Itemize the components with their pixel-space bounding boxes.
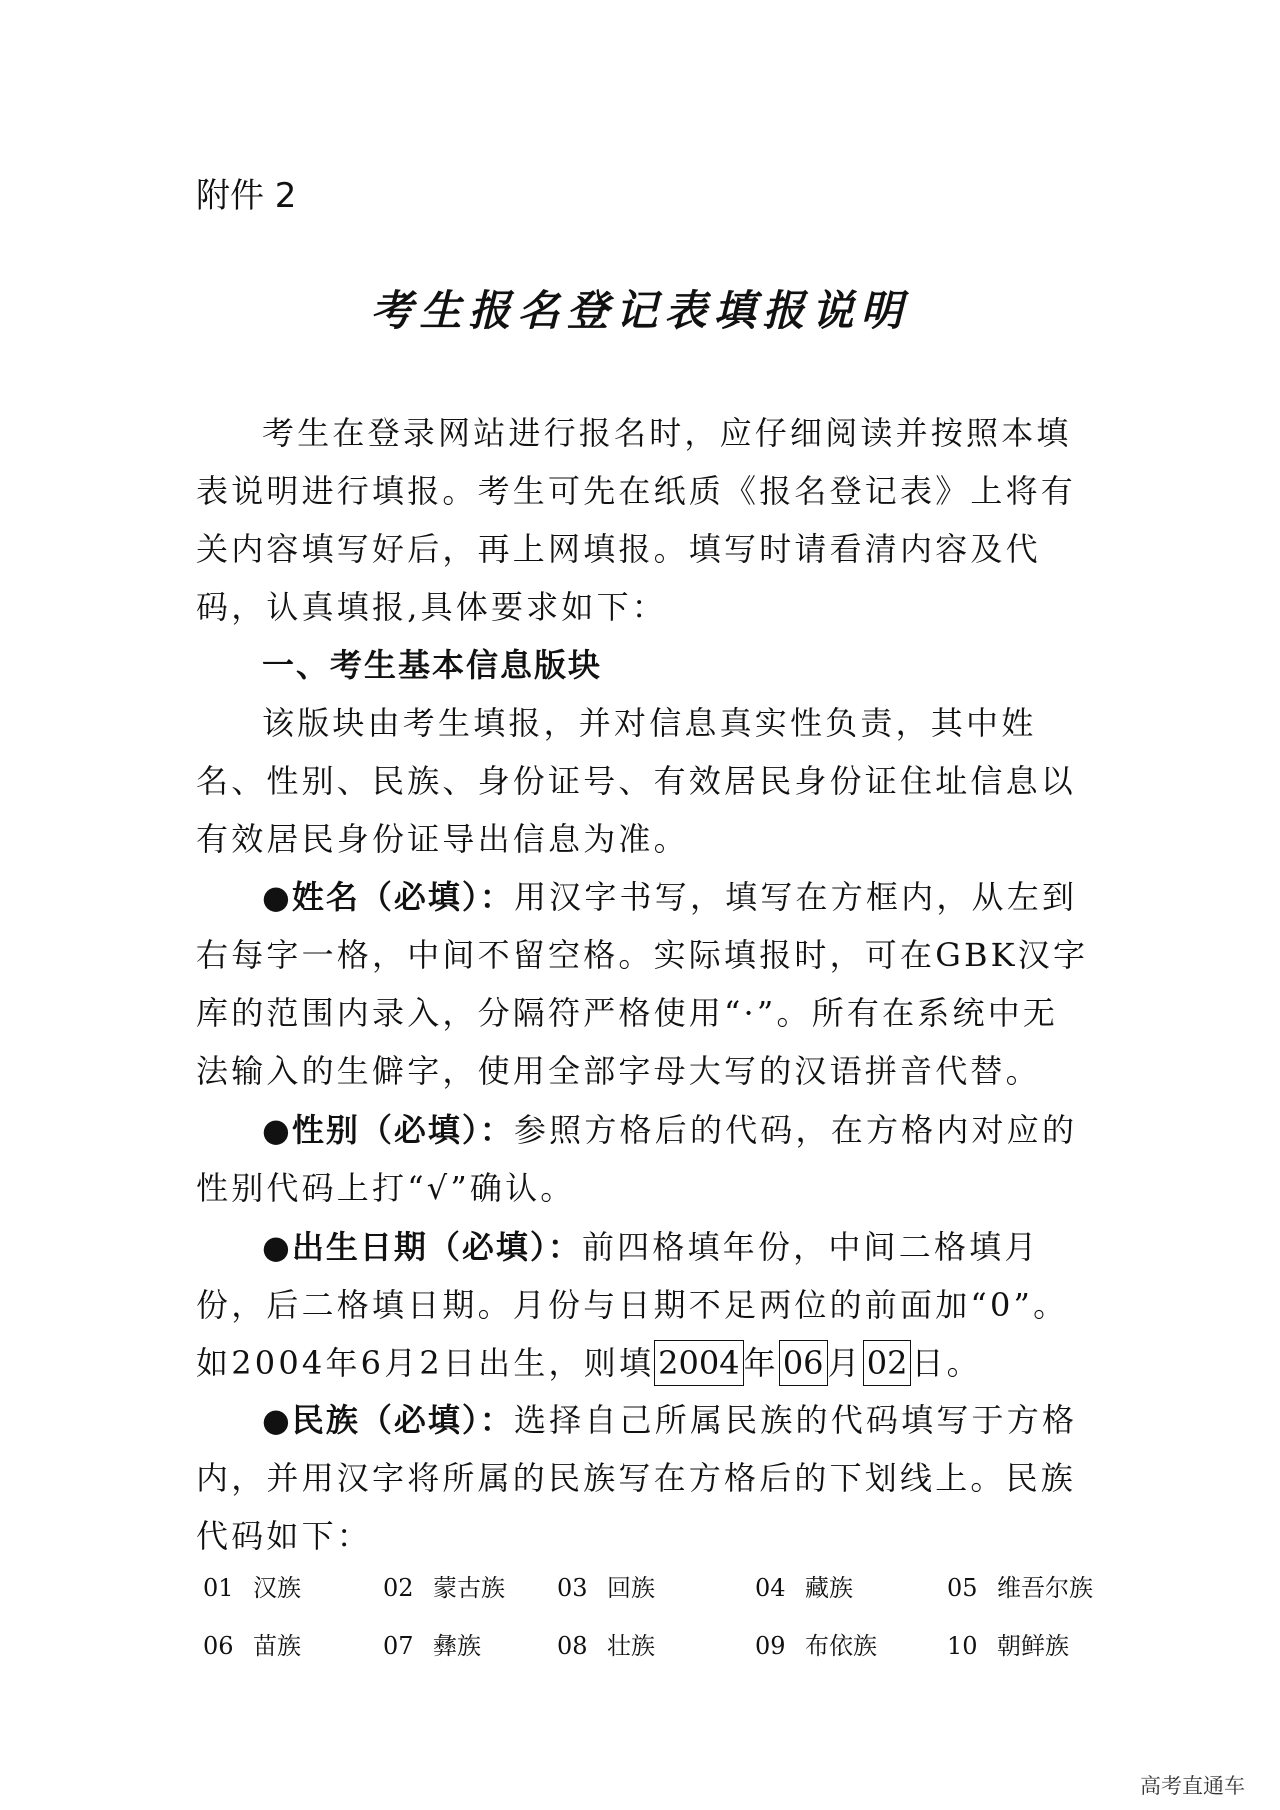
gender-item-label: ●性别（必填）： bbox=[262, 1111, 514, 1149]
ethnic-code: 09 bbox=[755, 1632, 786, 1660]
birth-day-box: 02 bbox=[863, 1340, 912, 1386]
ethnic-name: 彝族 bbox=[433, 1632, 481, 1660]
ethnic-item-label: ●民族（必填）： bbox=[262, 1401, 514, 1439]
birth-item bbox=[196, 1218, 1090, 1392]
birth-year-unit: 年 bbox=[743, 1344, 779, 1382]
ethnic-name: 苗族 bbox=[253, 1632, 301, 1660]
ethnic-code: 10 bbox=[947, 1632, 978, 1660]
intro-paragraph: 考生在登录网站进行报名时，应仔细阅读并按照本填表说明进行填报。考生可先在纸质《报名登记表》上将有关内容填写好后，再上网填报。填写时请看清内容及代码，认真填报,具体要求如下： bbox=[196, 414, 1077, 626]
ethnic-code-item bbox=[383, 1631, 481, 1661]
birth-year-box: 2004 bbox=[654, 1340, 743, 1386]
ethnic-name: 壮族 bbox=[607, 1632, 655, 1660]
watermark: 高考直通车 bbox=[1140, 1774, 1245, 1798]
ethnic-code-item bbox=[203, 1573, 301, 1603]
ethnic-code-item bbox=[557, 1631, 655, 1661]
gender-item-text: 参照方格后的代码，在方格内对应的性别代码上打“√”确认。 bbox=[196, 1111, 1078, 1207]
section-heading: 一、考生基本信息版块 bbox=[262, 646, 603, 684]
ethnic-code-item bbox=[557, 1573, 655, 1603]
ethnic-code: 01 bbox=[203, 1574, 234, 1602]
ethnic-name: 蒙古族 bbox=[433, 1574, 505, 1602]
ethnic-code-item bbox=[383, 1573, 505, 1603]
ethnic-code: 04 bbox=[755, 1574, 786, 1602]
page-title: 考生报名登记表填报说明 bbox=[370, 286, 910, 335]
ethnic-name: 汉族 bbox=[253, 1574, 301, 1602]
ethnic-item bbox=[196, 1391, 1090, 1565]
ethnic-code: 03 bbox=[557, 1574, 588, 1602]
ethnic-name: 朝鲜族 bbox=[997, 1632, 1069, 1660]
birth-month-box: 06 bbox=[779, 1340, 828, 1386]
ethnic-code-item bbox=[755, 1573, 853, 1603]
section-body: 该版块由考生填报，并对信息真实性负责，其中姓名、性别、民族、身份证号、有效居民身份证住址信息以有效居民身份证导出信息为准。 bbox=[196, 704, 1077, 858]
ethnic-code-item bbox=[203, 1631, 301, 1661]
ethnic-code-item bbox=[947, 1631, 1069, 1661]
name-item-text: 用汉字书写，填写在方框内，从左到右每字一格，中间不留空格。实际填报时，可在GBK汉字库的范围内录入，分隔符严格使用“·”。所有在系统中无法输入的生僻字，使用全部字母大写的汉语拼音代替。 bbox=[196, 878, 1089, 1090]
ethnic-name: 藏族 bbox=[805, 1574, 853, 1602]
gender-item bbox=[196, 1101, 1090, 1217]
ethnic-code: 05 bbox=[947, 1574, 978, 1602]
birth-item-label: ●出生日期（必填）： bbox=[262, 1228, 582, 1266]
ethnic-code-item bbox=[755, 1631, 877, 1661]
ethnic-name: 维吾尔族 bbox=[997, 1574, 1093, 1602]
name-item bbox=[196, 868, 1090, 1100]
ethnic-code: 07 bbox=[383, 1632, 414, 1660]
birth-item-text: 前四格填年份，中间二格填月份，后二格填日期。月份与日期不足两位的前面加“0”。如2004年6月2日出生，则填 bbox=[196, 1228, 1069, 1382]
ethnic-code-item bbox=[947, 1573, 1093, 1603]
attachment-label: 附件 2 bbox=[196, 176, 297, 216]
ethnic-code: 02 bbox=[383, 1574, 414, 1602]
ethnic-name: 布依族 bbox=[805, 1632, 877, 1660]
name-item-label: ●姓名（必填）： bbox=[262, 878, 514, 916]
ethnic-name: 回族 bbox=[607, 1574, 655, 1602]
birth-day-unit: 日。 bbox=[911, 1344, 982, 1382]
ethnic-item-text: 选择自己所属民族的代码填写于方格内，并用汉字将所属的民族写在方格后的下划线上。民族代码如下： bbox=[196, 1401, 1078, 1555]
ethnic-code: 06 bbox=[203, 1632, 234, 1660]
ethnic-code: 08 bbox=[557, 1632, 588, 1660]
birth-month-unit: 月 bbox=[827, 1344, 863, 1382]
